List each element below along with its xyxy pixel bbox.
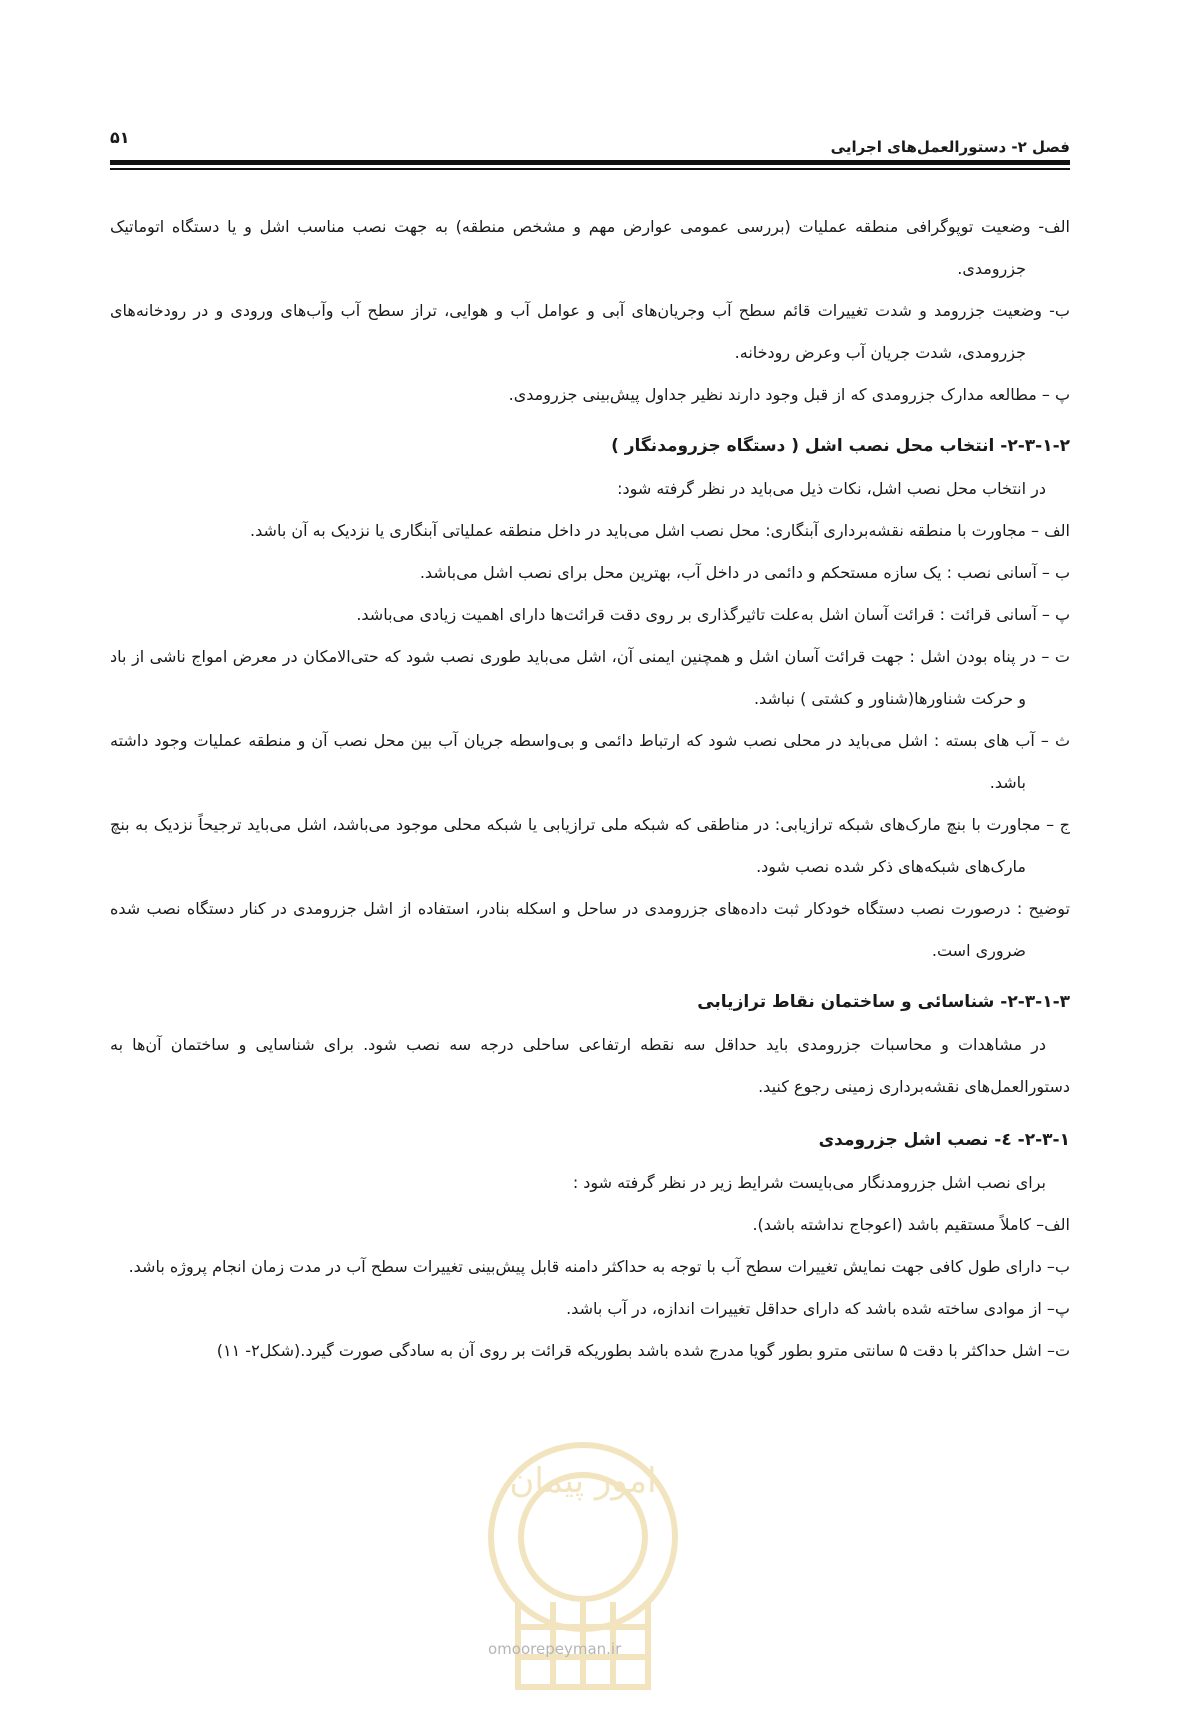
watermark-logo-text: امور پیمان: [509, 1461, 657, 1501]
note-paragraph: توضیح : درصورت نصب دستگاه خودکار ثبت داده‌های جزرومدی در ساحل و اسکله بنادر، استفاده از اشل جزرومدی در کنار دستگاه نصب شده ضروری است.: [110, 899, 1070, 960]
header-rule-thin: [110, 168, 1070, 170]
watermark-url: omoorepeyman.ir: [488, 1640, 622, 1658]
list-item: ب – آسانی نصب : یک سازه مستحکم و دائمی در داخل آب، بهترین محل برای نصب اشل می‌باشد.: [419, 563, 1070, 582]
list-item: پ – مطالعه مدارک جزرومدی که از قبل وجود دارند نظیر جداول پیش‌بینی جزرومدی.: [508, 385, 1070, 404]
section-heading: ۲-۳-۱-۳- شناسائی و ساختمان نقاط ترازیابی: [697, 992, 1070, 1012]
list-item: ت – در پناه بودن اشل : جهت قرائت آسان اشل و همچنین ایمنی آن، اشل می‌باید طوری نصب شود که حتی‌الامکان در معرض امواج ناشی از باد و حرکت شناورها(شناور و کشتی ) نباشد.: [110, 647, 1070, 708]
section-intro: در انتخاب محل نصب اشل، نکات ذیل می‌باید در نظر گرفته شود:: [617, 479, 1046, 498]
list-item: ب- وضعیت جزرومد و شدت تغییرات قائم سطح آب وجریان‌های آبی و عوامل آب و هوایی، تراز سطح آب وآب‌های ورودی و در رودخانه‌های جزرومدی، شدت جریان آب وعرض رودخانه.: [110, 301, 1070, 362]
list-item: پ– از موادی ساخته شده باشد که دارای حداقل تغییرات اندازه، در آب باشد.: [566, 1299, 1070, 1318]
list-item: الف– کاملاً مستقیم باشد (اعوجاج نداشته باشد).: [752, 1215, 1070, 1234]
watermark-logo: [478, 1432, 688, 1712]
list-item: ب– دارای طول کافی جهت نمایش تغییرات سطح آب با توجه به حداکثر دامنه قابل پیش‌بینی تغییرات سطح آب در مدت زمان انجام پروژه باشد.: [128, 1257, 1070, 1276]
page-body: [110, 206, 1070, 1372]
list-item: ت– اشل حداکثر با دقت ۵ سانتی مترو بطور گویا مدرج شده باشد بطوریکه قرائت بر روی آن به سادگی صورت گیرد.(شکل۲- ۱۱): [216, 1341, 1070, 1360]
list-item: ث – آب های بسته : اشل می‌باید در محلی نصب شود که ارتباط دائمی و بی‌واسطه جریان آب بین محل نصب آن و منطقه عملیات وجود داشته باشد.: [110, 731, 1070, 792]
list-item: ج – مجاورت با بنچ مارک‌های شبکه ترازیابی: در مناطقی که شبکه ملی ترازیابی یا شبکه محلی موجود می‌باشد، اشل می‌باید ترجیحاً نزدیک به بنچ مارک‌های شبکه‌های ذکر شده نصب شود.: [110, 815, 1070, 876]
page-number: ۵۱: [110, 128, 130, 147]
chapter-title: فصل ۲- دستورالعمل‌های اجرایی: [830, 138, 1070, 156]
body-paragraph: در مشاهدات و محاسبات جزرومدی باید حداقل سه نقطه ارتفاعی ساحلی درجه سه نصب شود. برای شناسایی و ساختمان آن‌ها به دستورالعمل‌های نقشه‌برداری زمینی رجوع کنید.: [110, 1035, 1070, 1096]
list-item: پ – آسانی قرائت : قرائت آسان اشل به‌علت تاثیرگذاری بر روی دقت قرائت‌ها دارای اهمیت زیادی می‌باشد.: [356, 605, 1070, 624]
section-heading: ۲-۳-۱-۲- انتخاب محل نصب اشل ( دستگاه جزرومدنگار ): [611, 436, 1070, 456]
list-item: الف – مجاورت با منطقه نقشه‌برداری آبنگاری: محل نصب اشل می‌باید در داخل منطقه عملیاتی آبنگاری یا نزدیک به آن باشد.: [250, 521, 1070, 540]
section-heading: ۲-۳-۱- ٤- نصب اشل جزرومدی: [818, 1130, 1070, 1150]
header-rule-thick: [110, 160, 1070, 165]
page-header: [110, 120, 1070, 160]
list-item: الف- وضعیت توپوگرافی منطقه عملیات (بررسی عمومی عوارض مهم و مشخص منطقه) به جهت نصب مناسب اشل و یا دستگاه اتوماتیک جزرومدی.: [110, 217, 1070, 278]
section-intro: برای نصب اشل جزرومدنگار می‌بایست شرایط زیر در نظر گرفته شود :: [572, 1173, 1046, 1192]
